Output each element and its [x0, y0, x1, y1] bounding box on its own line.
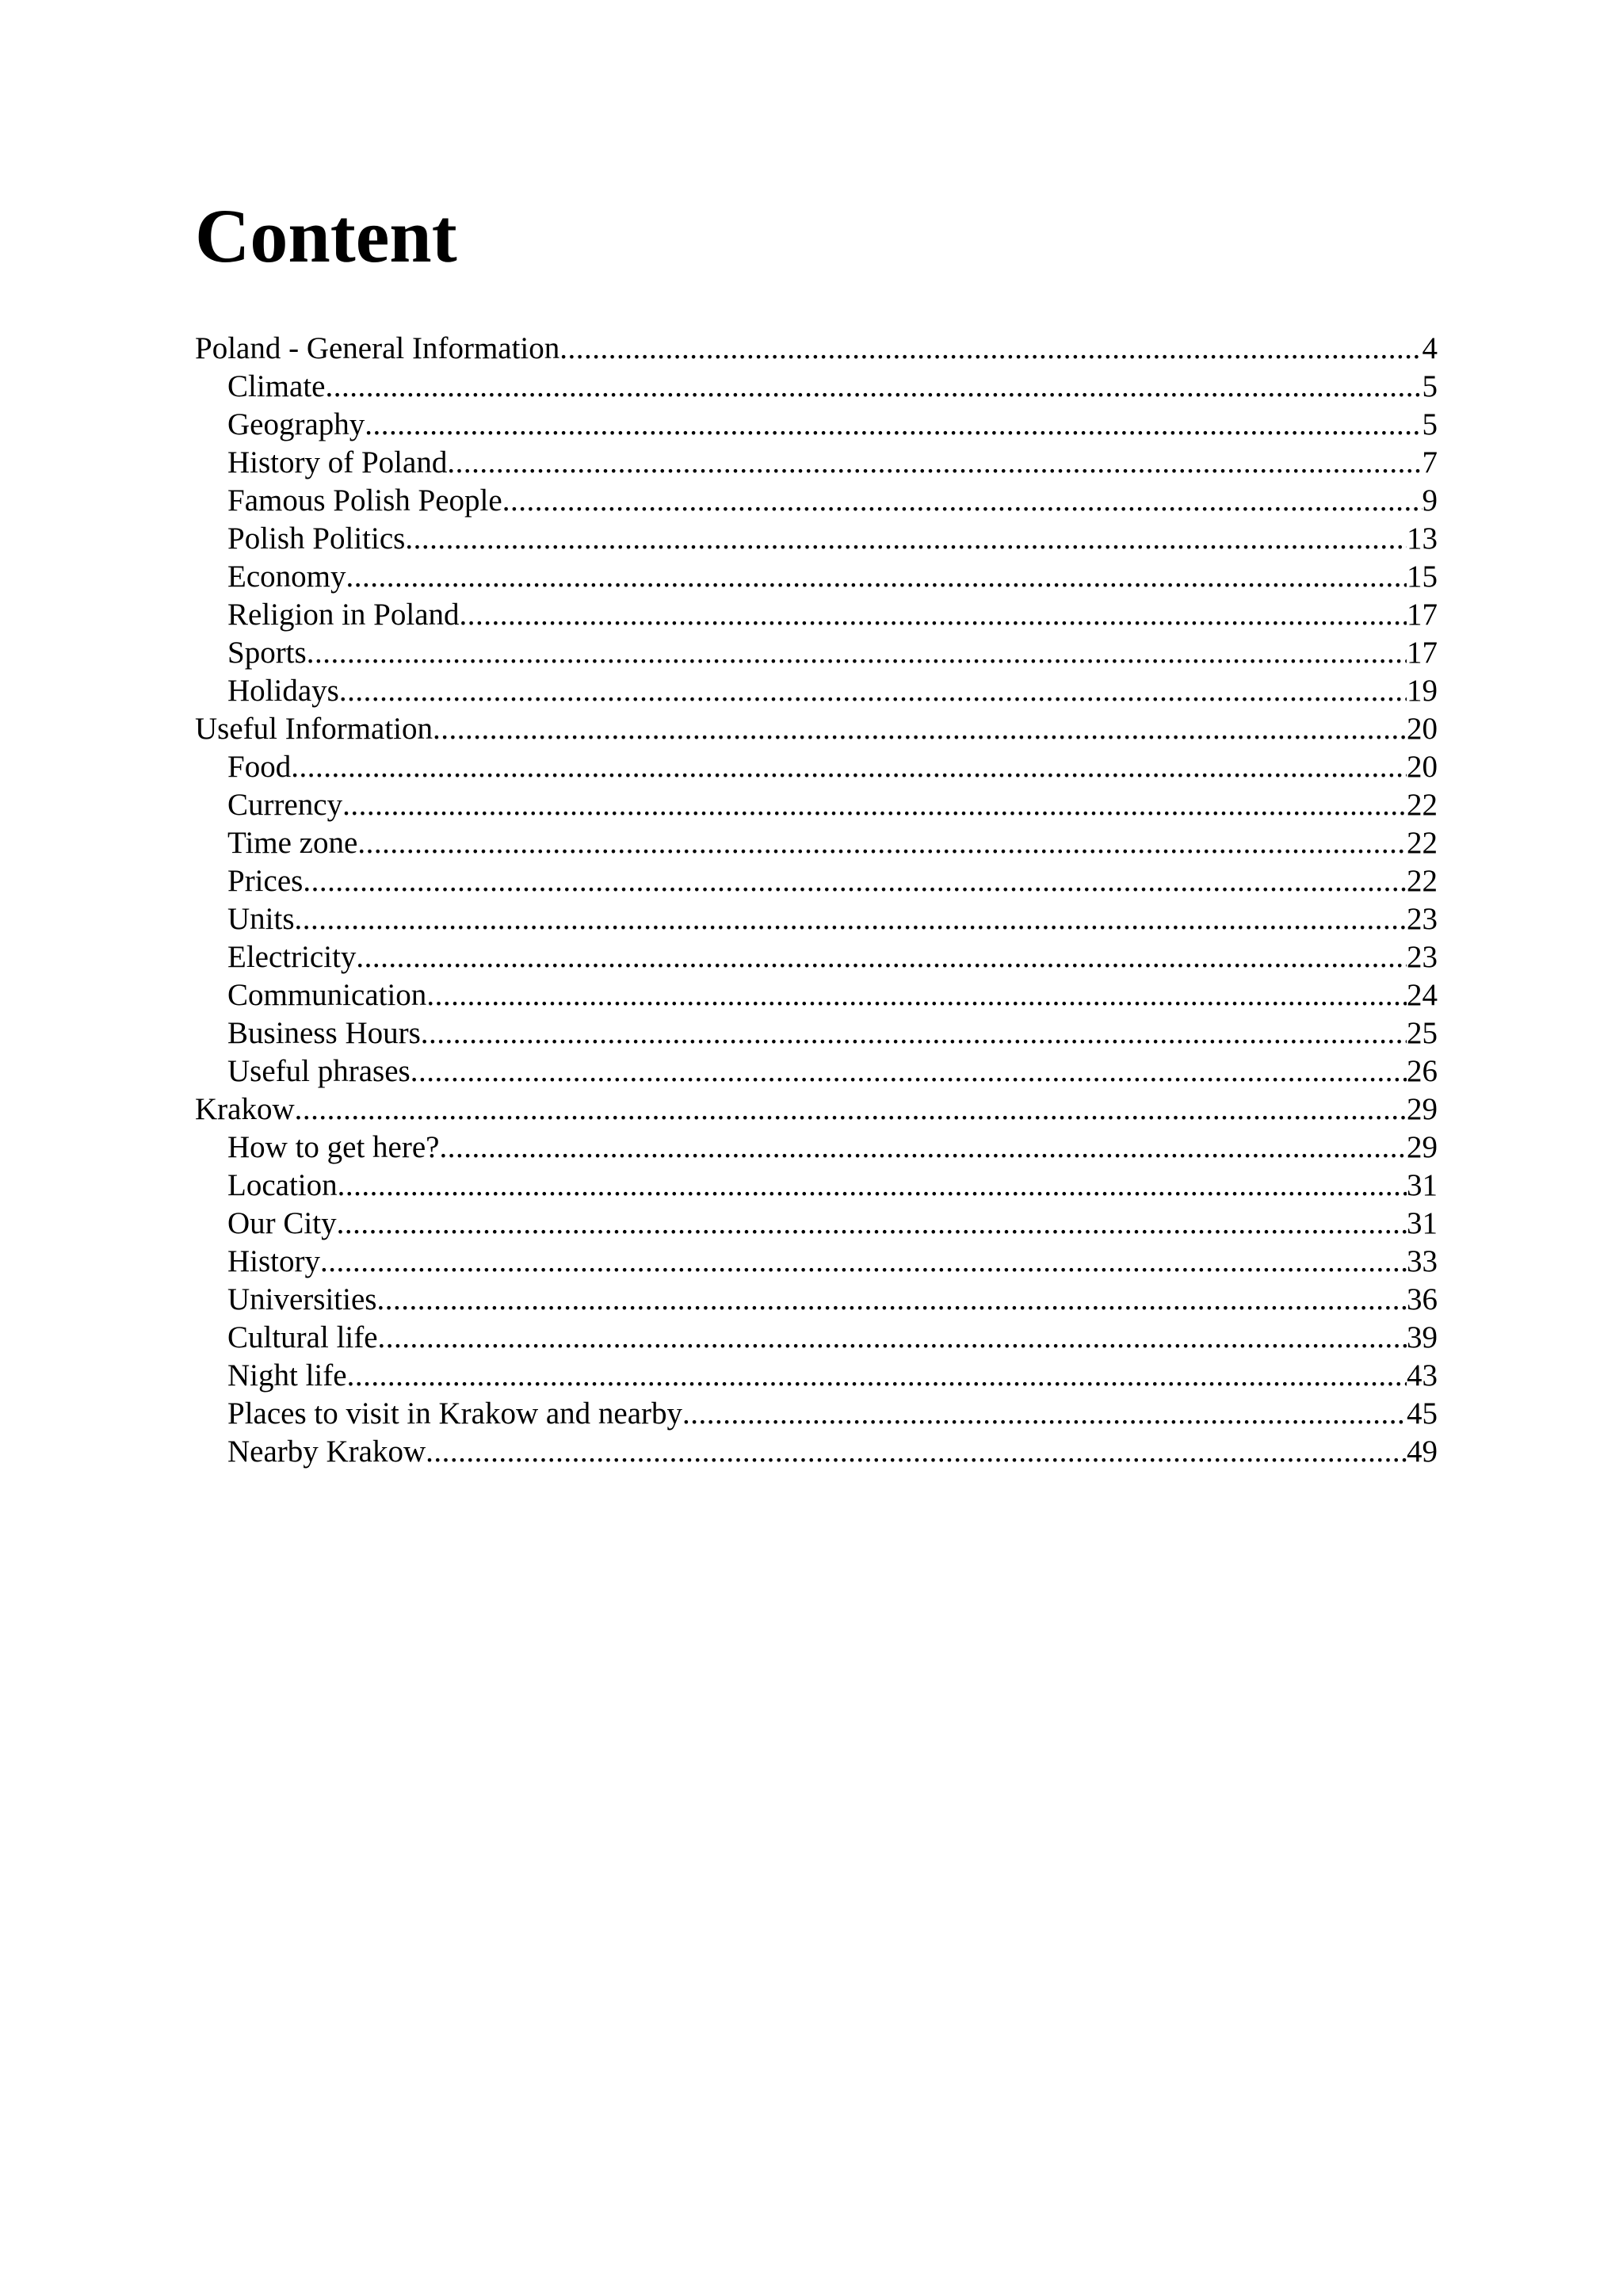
toc-subsection-entry[interactable]	[195, 406, 1438, 444]
toc-entry-label: Religion in Poland	[227, 598, 460, 632]
toc-entry-label: Polish Politics	[227, 521, 406, 556]
toc-subsection-entry[interactable]	[195, 558, 1438, 596]
toc-page-number: 29	[1407, 1092, 1438, 1126]
table-of-contents	[195, 330, 1438, 1471]
toc-page-number: 45	[1407, 1396, 1438, 1431]
toc-page-number: 20	[1407, 750, 1438, 784]
toc-page-number: 7	[1422, 445, 1438, 479]
toc-subsection-entry[interactable]	[195, 1395, 1438, 1433]
toc-dot-leader	[346, 558, 1407, 596]
toc-dot-leader	[338, 1167, 1407, 1205]
toc-page-number: 31	[1407, 1206, 1438, 1240]
toc-page-number: 17	[1407, 598, 1438, 632]
toc-dot-leader	[295, 1091, 1407, 1129]
toc-page-number: 49	[1407, 1435, 1438, 1469]
toc-subsection-entry[interactable]	[195, 1433, 1438, 1471]
toc-dot-leader	[559, 330, 1422, 368]
toc-page-number: 39	[1407, 1320, 1438, 1354]
toc-subsection-entry[interactable]	[195, 482, 1438, 520]
toc-entry-label: Units	[227, 902, 295, 936]
toc-subsection-entry[interactable]	[195, 1014, 1438, 1052]
toc-entry-label: Universities	[227, 1282, 377, 1316]
toc-entry-label: How to get here?	[227, 1130, 440, 1164]
toc-entry-label: Krakow	[195, 1092, 295, 1126]
toc-subsection-entry[interactable]	[195, 1052, 1438, 1091]
toc-page-number: 22	[1407, 788, 1438, 822]
toc-subsection-entry[interactable]	[195, 444, 1438, 482]
toc-entry-label: Communication	[227, 978, 427, 1012]
toc-dot-leader	[460, 596, 1407, 634]
toc-entry-label: Our City	[227, 1206, 337, 1240]
toc-entry-label: Location	[227, 1168, 338, 1202]
toc-page-number: 19	[1407, 674, 1438, 708]
toc-subsection-entry[interactable]	[195, 786, 1438, 824]
toc-entry-label: Night life	[227, 1358, 347, 1392]
toc-dot-leader	[447, 444, 1422, 482]
toc-page-number: 29	[1407, 1130, 1438, 1164]
toc-section-entry[interactable]	[195, 330, 1438, 368]
toc-entry-label: Prices	[227, 864, 304, 898]
toc-subsection-entry[interactable]	[195, 976, 1438, 1014]
toc-page-number: 5	[1422, 407, 1438, 441]
toc-page-number: 17	[1407, 636, 1438, 670]
toc-subsection-entry[interactable]	[195, 1319, 1438, 1357]
toc-dot-leader	[376, 1281, 1407, 1319]
toc-dot-leader	[337, 1205, 1407, 1243]
toc-entry-label: Economy	[227, 560, 346, 594]
toc-subsection-entry[interactable]	[195, 1129, 1438, 1167]
toc-dot-leader	[405, 520, 1407, 558]
toc-subsection-entry[interactable]	[195, 368, 1438, 406]
toc-subsection-entry[interactable]	[195, 1357, 1438, 1395]
toc-dot-leader	[320, 1243, 1407, 1281]
toc-subsection-entry[interactable]	[195, 672, 1438, 710]
toc-entry-label: Food	[227, 750, 292, 784]
toc-entry-label: Useful Information	[195, 712, 433, 746]
toc-page-number: 15	[1407, 560, 1438, 594]
toc-subsection-entry[interactable]	[195, 748, 1438, 786]
toc-entry-label: Nearby Krakow	[227, 1435, 426, 1469]
toc-page-number: 24	[1407, 978, 1438, 1012]
toc-subsection-entry[interactable]	[195, 900, 1438, 938]
toc-entry-label: Holidays	[227, 674, 339, 708]
toc-page-number: 31	[1407, 1168, 1438, 1202]
toc-entry-label: Places to visit in Krakow and nearby	[227, 1396, 683, 1431]
toc-dot-leader	[303, 862, 1407, 900]
toc-page-number: 23	[1407, 940, 1438, 974]
toc-dot-leader	[347, 1357, 1407, 1395]
toc-page-number: 20	[1407, 712, 1438, 746]
toc-page-number: 36	[1407, 1282, 1438, 1316]
toc-dot-leader	[439, 1129, 1407, 1167]
toc-page-number: 5	[1422, 369, 1438, 403]
toc-entry-label: Climate	[227, 369, 326, 403]
toc-dot-leader	[502, 482, 1423, 520]
toc-dot-leader	[291, 748, 1407, 786]
toc-dot-leader	[325, 368, 1422, 406]
toc-subsection-entry[interactable]	[195, 634, 1438, 672]
toc-subsection-entry[interactable]	[195, 938, 1438, 976]
toc-dot-leader	[426, 976, 1407, 1014]
toc-dot-leader	[411, 1052, 1407, 1091]
toc-subsection-entry[interactable]	[195, 1205, 1438, 1243]
toc-entry-label: Electricity	[227, 940, 357, 974]
toc-entry-label: Business Hours	[227, 1016, 421, 1050]
toc-subsection-entry[interactable]	[195, 520, 1438, 558]
toc-section-entry[interactable]	[195, 710, 1438, 748]
toc-entry-label: Useful phrases	[227, 1054, 411, 1088]
toc-section-entry[interactable]	[195, 1091, 1438, 1129]
page-title: Content	[195, 193, 457, 278]
toc-subsection-entry[interactable]	[195, 824, 1438, 862]
toc-subsection-entry[interactable]	[195, 596, 1438, 634]
toc-dot-leader	[378, 1319, 1407, 1357]
toc-dot-leader	[295, 900, 1407, 938]
toc-page-number: 25	[1407, 1016, 1438, 1050]
toc-subsection-entry[interactable]	[195, 1167, 1438, 1205]
toc-subsection-entry[interactable]	[195, 1281, 1438, 1319]
toc-subsection-entry[interactable]	[195, 862, 1438, 900]
toc-page-number: 26	[1407, 1054, 1438, 1088]
toc-entry-label: Poland - General Information	[195, 331, 560, 365]
toc-dot-leader	[339, 672, 1407, 710]
toc-dot-leader	[357, 824, 1407, 862]
toc-entry-label: Cultural life	[227, 1320, 378, 1354]
toc-dot-leader	[342, 786, 1407, 824]
toc-page-number: 33	[1407, 1244, 1438, 1278]
toc-page-number: 4	[1422, 331, 1438, 365]
toc-dot-leader	[421, 1014, 1407, 1052]
toc-page-number: 9	[1422, 483, 1438, 518]
toc-entry-label: Geography	[227, 407, 365, 441]
toc-entry-label: History	[227, 1244, 320, 1278]
toc-page-number: 43	[1407, 1358, 1438, 1392]
toc-page-number: 13	[1407, 521, 1438, 556]
toc-page-number: 22	[1407, 864, 1438, 898]
toc-page-number: 23	[1407, 902, 1438, 936]
toc-entry-label: Famous Polish People	[227, 483, 502, 518]
toc-dot-leader	[426, 1433, 1407, 1471]
toc-dot-leader	[682, 1395, 1407, 1433]
toc-dot-leader	[433, 710, 1407, 748]
toc-entry-label: Sports	[227, 636, 307, 670]
toc-entry-label: Time zone	[227, 826, 358, 860]
toc-page-number: 22	[1407, 826, 1438, 860]
toc-dot-leader	[365, 406, 1422, 444]
toc-entry-label: History of Poland	[227, 445, 448, 479]
toc-dot-leader	[307, 634, 1407, 672]
toc-entry-label: Currency	[227, 788, 343, 822]
toc-subsection-entry[interactable]	[195, 1243, 1438, 1281]
toc-dot-leader	[356, 938, 1407, 976]
